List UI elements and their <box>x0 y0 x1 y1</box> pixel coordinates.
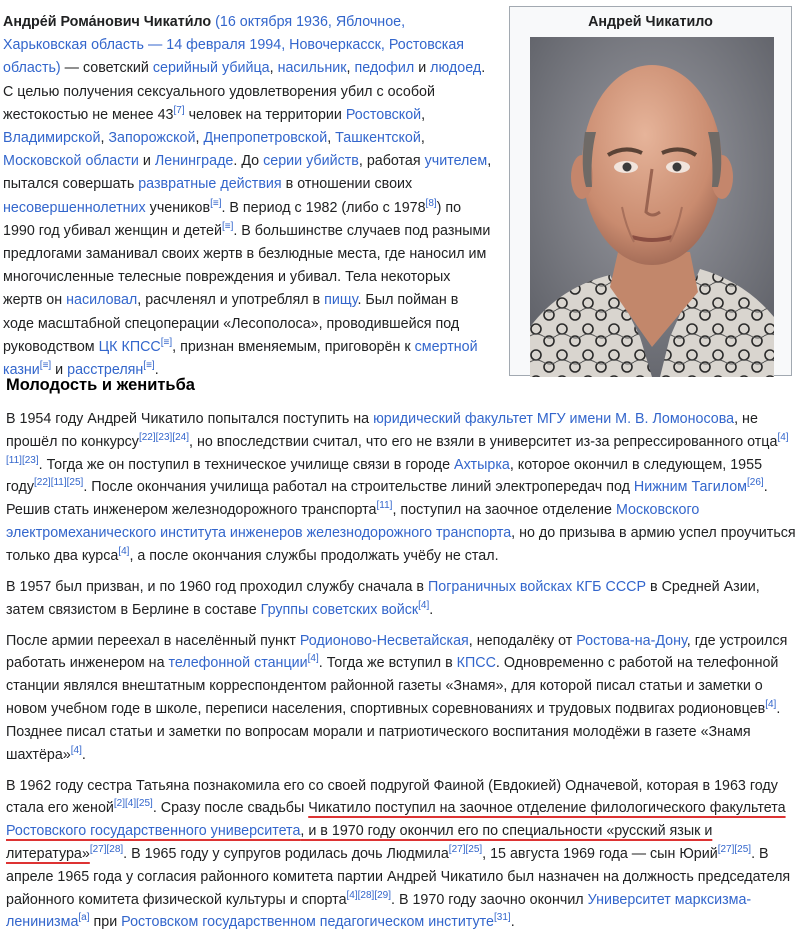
footnote-ref[interactable]: [11] <box>376 500 393 512</box>
link-university-marxism-leninism[interactable]: Университет марксизма-ленинизма <box>6 891 752 931</box>
text: , которое окончил в следующем, 1955 году <box>6 456 763 496</box>
link-rostov-pedagogical-institute[interactable]: Ростовском государственном педагогическом институте <box>121 914 494 931</box>
text: , <box>327 130 336 147</box>
link-rodionovo-nesvetayskaya[interactable]: Родионово-Несветайская <box>299 632 469 649</box>
text: , пытался совершать <box>3 153 492 193</box>
text: , где устроился работать инженером на <box>6 632 788 672</box>
text: , <box>421 106 426 123</box>
text: , <box>100 130 109 147</box>
text: , <box>269 60 278 77</box>
footnote-ref[interactable]: [27][25] <box>448 844 483 856</box>
link-rostov-on-don[interactable]: Ростова-на-Дону <box>576 632 687 649</box>
text: , 15 августа 1969 года — сын Юрий <box>482 845 718 862</box>
text: , и в 1970 году окончил его по специальности «русский язык и литература» <box>6 823 713 862</box>
footnote-ref[interactable]: [4] <box>765 699 777 711</box>
paragraph-2 <box>6 576 796 622</box>
paragraph-3 <box>6 630 796 767</box>
text: и <box>414 60 431 77</box>
link-kpss[interactable]: КПСС <box>456 655 496 672</box>
text: Чикатило поступил на заочное отделение филологического факультета <box>308 800 786 817</box>
text: учеников <box>145 199 211 216</box>
text: при <box>89 914 122 931</box>
paragraph-1 <box>6 408 796 568</box>
birth-death-link[interactable]: (16 октября 1936, Яблочное, Харьковская область — 14 февраля 1994, Новочеркасск, Ростовская область) <box>3 14 465 77</box>
link-akhtyrka[interactable]: Ахтырка <box>454 456 510 473</box>
text: , поступил на заочное отделение <box>392 502 616 519</box>
link-leningrad[interactable]: Ленинграде <box>154 153 234 170</box>
text: . <box>154 362 159 379</box>
source-ref[interactable]: [≡] <box>221 221 234 233</box>
text: и <box>138 153 155 170</box>
text: . <box>429 601 434 618</box>
link-cannibal[interactable]: людоед <box>430 60 482 77</box>
link-miit[interactable]: Московского электромеханического института инженеров железнодорожного транспорта <box>6 502 700 541</box>
text: ) по 1990 год убивал женщин и детей <box>3 199 462 239</box>
link-zaporozhye-oblast[interactable]: Запорожской <box>108 130 196 147</box>
text: , а после окончания службы продолжать учёбу не стал. <box>129 547 499 564</box>
link-rapist[interactable]: насильник <box>277 60 347 77</box>
text: . В 1965 году у супругов родилась дочь Людмила <box>123 845 449 862</box>
link-death-penalty[interactable]: смертной казни <box>3 338 478 379</box>
footnote-ref[interactable]: [27][28] <box>89 844 124 856</box>
text: . Тогда же он поступил в техническое училище связи в городе <box>38 456 455 473</box>
intro-paragraph <box>3 11 493 382</box>
text: — советский <box>60 60 153 77</box>
text: . В 1970 году заочно окончил <box>391 891 588 908</box>
text: . С целью получения сексуального удовлетворения убил с особой жестокостью не менее 43 <box>3 60 486 123</box>
link-food[interactable]: пищу <box>324 292 358 309</box>
text: . В апреле 1965 года у согласия районного комитета партии Андрей Чикатило был назначен на должность председателя районного комитета физической культуры и спорта <box>6 845 791 908</box>
link-rostov-oblast[interactable]: Ростовской <box>345 106 422 123</box>
link-minors[interactable]: несовершеннолетних <box>3 199 146 216</box>
footnote-ref[interactable]: [4][11][23] <box>6 432 789 466</box>
text: . Позднее писал статьи и заметки по вопросам морали и патриотического воспитания молодёжи в газете «Знамя шахтёра» <box>6 700 781 763</box>
footnote-ref[interactable]: [26] <box>747 477 764 489</box>
text: , расчленял и употреблял в <box>137 292 325 309</box>
link-pedophile[interactable]: педофил <box>354 60 415 77</box>
link-border-troops[interactable]: Пограничных войсках КГБ СССР <box>427 578 647 595</box>
text: После армии переехал в населённый пункт <box>6 632 300 649</box>
footnote-ref[interactable]: [2][4][25] <box>113 798 153 810</box>
text: . Сразу после свадьбы <box>152 800 309 817</box>
link-tashkent-oblast[interactable]: Ташкентской <box>335 130 421 147</box>
link-group-soviet-forces[interactable]: Группы советских войск <box>260 601 419 618</box>
link-raped[interactable]: насиловал <box>66 292 138 309</box>
link-telephone-station[interactable]: телефонной станции <box>168 655 308 672</box>
text: в Средней Азии, затем связистом в Берлине в составе <box>6 578 760 618</box>
link-nizhny-tagil[interactable]: Нижним Тагилом <box>633 479 747 496</box>
link-vladimir-oblast[interactable]: Владимирской <box>3 130 101 147</box>
link-msu-law-faculty[interactable]: юридический факультет МГУ имени М. В. Ломоносова <box>373 411 735 427</box>
text: . <box>510 914 515 931</box>
text: , неподалёку от <box>468 632 577 649</box>
section-heading: Молодость и женитьба <box>6 376 195 394</box>
text: , но впоследствии считал, что его не взяли в университет из-за репрессированного отца <box>189 433 778 450</box>
text: и <box>51 362 68 379</box>
text: , работая <box>358 153 425 170</box>
link-ck-kpss[interactable]: ЦК КПСС <box>98 338 161 355</box>
text: , <box>195 130 204 147</box>
footnote-ref[interactable]: [22][23][24] <box>138 432 190 444</box>
text: . Решив стать инженером железнодорожного транспорта <box>6 479 768 519</box>
source-ref[interactable]: [≡] <box>39 360 52 372</box>
footnote-ref[interactable]: [4] <box>418 599 430 611</box>
section-body <box>6 408 796 942</box>
footnote-ref[interactable]: [27][25] <box>717 844 752 856</box>
infobox-title: Андрей Чикатило <box>588 14 713 30</box>
text: В 1957 был призван, и по 1960 год проходил службу сначала в <box>6 578 428 595</box>
paragraph-4 <box>6 775 796 935</box>
link-serial-killer[interactable]: серийный убийца <box>152 60 270 77</box>
link-rostov-state-university[interactable]: Ростовского государственного университета <box>6 823 301 840</box>
footnote-ref[interactable]: [4][28][29] <box>346 889 392 901</box>
text: , не прошёл по конкурсу <box>6 411 758 450</box>
footnote-ref[interactable]: [4] <box>118 546 130 558</box>
link-moscow-oblast[interactable]: Московской области <box>3 153 139 170</box>
portrait-image[interactable] <box>530 37 774 377</box>
text: . После окончания училища работал на строительстве линий электропередач под <box>83 479 634 496</box>
portrait-illustration <box>530 37 774 377</box>
note-ref[interactable]: [a] <box>78 912 90 924</box>
footnote-ref[interactable]: [4] <box>307 653 319 665</box>
infobox <box>509 6 792 376</box>
footnote-ref[interactable]: [8] <box>425 197 437 209</box>
text: , <box>420 130 425 147</box>
footnote-ref[interactable]: [4] <box>70 744 82 756</box>
text: , но до призыва в армию успел проучиться только два курса <box>6 524 796 564</box>
footnote-ref[interactable]: [31] <box>494 912 511 924</box>
text: . В большинстве случаев под разными предлогами заманивал своих жертв в безлюдные места, где наносил им многочисленные телесные повреждения и убивал. Тела некоторых жертв он <box>3 222 491 309</box>
link-dnepropetrovsk-oblast[interactable]: Днепропетровской <box>203 130 328 147</box>
text: В 1954 году Андрей Чикатило попытался поступить на <box>6 411 374 427</box>
text: человек на территории <box>184 106 346 123</box>
text: В 1962 году сестра Татьяна познакомила его со своей подругой Фаиной (Евдокией) Одначевой, которая в 1963 году стала его женой <box>6 777 778 817</box>
text: в отношении своих <box>281 176 413 193</box>
source-ref[interactable]: [≡] <box>160 337 173 349</box>
article-subject-name: Андре́й Рома́нович Чикати́ло <box>3 14 212 30</box>
text: . До <box>233 153 264 170</box>
text: . Был пойман в ходе масштабной спецоперации «Лесополоса», проводившейся под руководством <box>3 292 460 355</box>
link-teacher[interactable]: учителем <box>424 153 488 170</box>
text: , признан вменяемым, приговорён к <box>172 338 415 355</box>
source-ref[interactable]: [≡] <box>210 197 222 209</box>
source-ref[interactable]: [≡] <box>143 360 155 372</box>
link-executed[interactable]: расстрелян <box>67 362 144 379</box>
footnote-ref[interactable]: [7] <box>173 105 185 117</box>
link-lewd-acts[interactable]: развратные действия <box>138 176 282 193</box>
text: . <box>81 746 86 763</box>
footnote-ref[interactable]: [22][11][25] <box>34 477 84 489</box>
text: , <box>346 60 355 77</box>
text: . В период с 1982 (либо с 1978 <box>221 199 426 216</box>
text: . Тогда же вступил в <box>318 655 457 672</box>
link-series-of-murders[interactable]: серии убийств <box>263 153 359 170</box>
text: . Одновременно с работой на телефонной станции являлся внештатным корреспондентом районной газеты «Знамя», для которой писал статьи и заметки о новом учебном годе в школе, переписи населения, спортивных соревнованиях и трудовых подвигах родионовцев <box>6 655 779 717</box>
